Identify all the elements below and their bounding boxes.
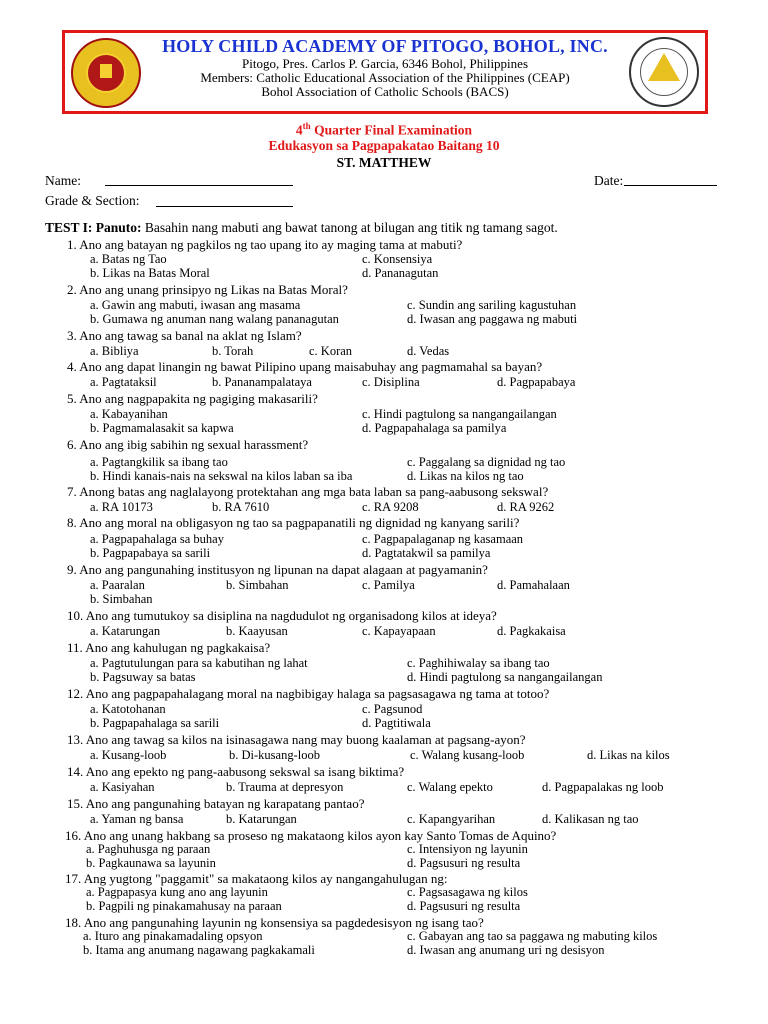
grade-section-label: Grade & Section: bbox=[45, 193, 140, 208]
question-text: 4. Ano ang dapat linangin ng bawat Pilipino upang maisabuhay ang pagmamahal sa bayan? bbox=[67, 359, 543, 374]
answer-option[interactable]: b. RA 7610 bbox=[212, 500, 270, 514]
school-association: Bohol Association of Catholic Schools (BACS) bbox=[261, 84, 509, 99]
answer-option[interactable]: b. Gumawa ng anuman nang walang pananagutan bbox=[90, 312, 339, 326]
answer-option[interactable]: d. Pananagutan bbox=[362, 266, 439, 280]
answer-option[interactable]: d. Pagpapahalaga sa pamilya bbox=[362, 421, 507, 435]
answer-option[interactable]: d. Pamahalaan bbox=[497, 578, 570, 592]
answer-option[interactable]: c. Paghihiwalay sa ibang tao bbox=[407, 656, 550, 670]
question-text: 17. Ang yugtong "paggamit" sa makataong kilos ay nangangahulugan ng: bbox=[65, 871, 448, 886]
school-address: Pitogo, Pres. Carlos P. Garcia, 6346 Bohol, Philippines bbox=[242, 56, 528, 71]
question-text: 13. Ano ang tawag sa kilos na isinasagawa nang may buong kaalaman at pagsang-ayon? bbox=[67, 732, 526, 747]
answer-option[interactable]: d. RA 9262 bbox=[497, 500, 555, 514]
test-instruction bbox=[45, 220, 558, 236]
answer-option[interactable]: b. Di-kusang-loob bbox=[229, 748, 320, 762]
answer-option[interactable]: d. Iwasan ang anumang uri ng desisyon bbox=[407, 943, 605, 957]
quarter-number: 4 bbox=[295, 122, 303, 138]
question-text: 3. Ano ang tawag sa banal na aklat ng Islam? bbox=[67, 328, 302, 343]
answer-option[interactable]: c. Konsensiya bbox=[362, 252, 433, 266]
answer-option[interactable]: a. Bibliya bbox=[90, 344, 139, 358]
question-text: 5. Ano ang nagpapakita ng pagiging makasarili? bbox=[67, 391, 318, 406]
answer-option[interactable]: a. Kabayanihan bbox=[90, 407, 168, 421]
question-text: 16. Ano ang unang hakbang sa proseso ng makataong kilos ayon kay Santo Tomas de Aquino? bbox=[65, 828, 557, 843]
exam-quarter bbox=[0, 121, 768, 139]
answer-option[interactable]: d. Likas na kilos bbox=[587, 748, 670, 762]
answer-option[interactable]: a. Pagtangkilik sa ibang tao bbox=[90, 455, 228, 469]
answer-option[interactable]: a. Pagtutulungan para sa kabutihan ng lahat bbox=[90, 656, 308, 670]
question-text: 10. Ano ang tumutukoy sa disiplina na nagdudulot ng organisadong kilos at ideya? bbox=[67, 608, 497, 623]
association-seal-icon bbox=[629, 37, 699, 107]
name-field[interactable] bbox=[105, 185, 293, 186]
answer-option[interactable]: d. Pagsusuri ng resulta bbox=[407, 856, 521, 870]
answer-option[interactable]: d. Iwasan ang paggawa ng mabuti bbox=[407, 312, 578, 326]
answer-option[interactable]: a. RA 10173 bbox=[90, 500, 153, 514]
answer-option[interactable]: c. Pamilya bbox=[362, 578, 415, 592]
answer-option[interactable]: b. Pagmamalasakit sa kapwa bbox=[90, 421, 234, 435]
answer-option[interactable]: b. Torah bbox=[212, 344, 254, 358]
question-text: 15. Ano ang pangunahing batayan ng karapatang pantao? bbox=[67, 796, 365, 811]
question-text: 6. Ano ang ibig sabihin ng sexual harassment? bbox=[67, 437, 309, 452]
answer-option[interactable]: c. Intensiyon ng layunin bbox=[407, 842, 528, 856]
answer-option[interactable]: b. Likas na Batas Moral bbox=[90, 266, 210, 280]
answer-option[interactable]: b. Pagsuway sa batas bbox=[90, 670, 196, 684]
answer-option[interactable]: b. Simbahan bbox=[226, 578, 289, 592]
question-text: 12. Ano ang pagpapahalagang moral na nagbibigay halaga sa pagsasagawa ng tama at totoo? bbox=[67, 686, 550, 701]
answer-option[interactable]: d. Pagpapalakas ng loob bbox=[542, 780, 664, 794]
answer-option[interactable]: a. Kasiyahan bbox=[90, 780, 155, 794]
school-name: HOLY CHILD ACADEMY OF PITOGO, BOHOL, INC. bbox=[162, 36, 608, 56]
triangle-emblem-icon bbox=[648, 53, 680, 81]
answer-option[interactable]: b. Hindi kanais-nais na sekswal na kilos laban sa iba bbox=[90, 469, 353, 483]
answer-option[interactable]: a. Paaralan bbox=[90, 578, 145, 592]
answer-option[interactable]: d. Vedas bbox=[407, 344, 450, 358]
question-text: 14. Ano ang epekto ng pang-aabusong sekswal sa isang biktima? bbox=[67, 764, 405, 779]
question-text: 18. Ano ang pangunahing layunin ng konsensiya sa pagdedesisyon ng isang tao? bbox=[65, 915, 484, 930]
answer-option[interactable]: c. Pagpapalaganap ng kasamaan bbox=[362, 532, 524, 546]
answer-option[interactable]: d. Likas na kilos ng tao bbox=[407, 469, 524, 483]
exam-subject: Edukasyon sa Pagpapakatao Baitang 10 bbox=[268, 138, 500, 153]
answer-option[interactable]: c. Gabayan ang tao sa paggawa ng mabuting kilos bbox=[407, 929, 658, 943]
test-label: TEST I: Panuto: bbox=[45, 220, 142, 235]
answer-option[interactable]: d. Kalikasan ng tao bbox=[542, 812, 639, 826]
answer-option[interactable]: b. Simbahan bbox=[90, 592, 153, 606]
exam-section: ST. MATTHEW bbox=[336, 155, 432, 170]
answer-option[interactable]: a. Yaman ng bansa bbox=[90, 812, 184, 826]
name-label: Name: bbox=[45, 173, 81, 188]
question-text: 1. Ano ang batayan ng pagkilos ng tao upang ito ay maging tama at mabuti? bbox=[67, 237, 463, 252]
grade-section-field[interactable] bbox=[156, 206, 293, 207]
question-text: 8. Ano ang moral na obligasyon ng tao sa pagpapanatili ng dignidad ng kanyang sarili? bbox=[67, 515, 520, 530]
answer-option[interactable]: c. Kapayapaan bbox=[362, 624, 436, 638]
answer-option[interactable]: a. Gawin ang mabuti, iwasan ang masama bbox=[90, 298, 301, 312]
answer-option[interactable]: a. Pagpapasya kung ano ang layunin bbox=[86, 885, 268, 899]
question-text: 11. Ano ang kahulugan ng pagkakaisa? bbox=[67, 640, 271, 655]
answer-option[interactable]: a. Batas ng Tao bbox=[90, 252, 167, 266]
answer-option[interactable]: c. Disiplina bbox=[362, 375, 420, 389]
answer-option[interactable]: d. Pagsusuri ng resulta bbox=[407, 899, 521, 913]
answer-option[interactable]: d. Pagtatakwil sa pamilya bbox=[362, 546, 491, 560]
answer-option[interactable]: a. Katotohanan bbox=[90, 702, 166, 716]
answer-option[interactable]: b. Pananampalataya bbox=[212, 375, 312, 389]
school-members: Members: Catholic Educational Association of the Philippines (CEAP) bbox=[200, 70, 570, 85]
answer-option[interactable]: a. Pagtataksil bbox=[90, 375, 157, 389]
answer-option[interactable]: d. Hindi pagtulong sa nangangailangan bbox=[407, 670, 603, 684]
answer-option[interactable]: c. Pagsunod bbox=[362, 702, 423, 716]
date-field[interactable] bbox=[624, 185, 717, 186]
answer-option[interactable]: c. Pagsasagawa ng kilos bbox=[407, 885, 528, 899]
answer-option[interactable]: d. Pagkakaisa bbox=[497, 624, 566, 638]
answer-option[interactable]: a. Katarungan bbox=[90, 624, 161, 638]
question-text: 9. Ano ang pangunahing institusyon ng lipunan na dapat alagaan at pagyamanin? bbox=[67, 562, 488, 577]
answer-option[interactable]: b. Pagpili ng pinakamahusay na paraan bbox=[86, 899, 282, 913]
answer-option[interactable]: d. Pagpapabaya bbox=[497, 375, 576, 389]
answer-option[interactable]: b. Pagpapahalaga sa sarili bbox=[90, 716, 220, 730]
answer-option[interactable]: c. Walang epekto bbox=[407, 780, 493, 794]
answer-option[interactable]: a. Paghuhusga ng paraan bbox=[86, 842, 211, 856]
answer-option[interactable]: a. Kusang-loob bbox=[90, 748, 167, 762]
answer-option[interactable]: c. Kapangyarihan bbox=[407, 812, 496, 826]
answer-option[interactable]: c. Paggalang sa dignidad ng tao bbox=[407, 455, 566, 469]
question-text: 7. Anong batas ang naglalayong protektahan ang mga bata laban sa pang-aabusong sekswal? bbox=[67, 484, 549, 499]
answer-option[interactable]: b. Kaayusan bbox=[226, 624, 288, 638]
answer-option[interactable]: c. Sundin ang sariling kagustuhan bbox=[407, 298, 577, 312]
answer-option[interactable]: a. Ituro ang pinakamadaling opsyon bbox=[83, 929, 263, 943]
quarter-title: Quarter Final Examination bbox=[310, 122, 473, 138]
answer-option[interactable]: c. Koran bbox=[309, 344, 353, 358]
test-instruction-text: Basahin nang mabuti ang bawat tanong at bilugan ang titik ng tamang sagot. bbox=[141, 220, 558, 235]
answer-option[interactable]: b. Trauma at depresyon bbox=[226, 780, 344, 794]
answer-option[interactable]: d. Pagtitiwala bbox=[362, 716, 431, 730]
answer-option[interactable]: b. Katarungan bbox=[226, 812, 297, 826]
question-text: 2. Ano ang unang prinsipyo ng Likas na Batas Moral? bbox=[67, 282, 348, 297]
school-header bbox=[62, 30, 708, 114]
answer-option[interactable]: b. Pagpapabaya sa sarili bbox=[90, 546, 211, 560]
answer-option[interactable]: c. RA 9208 bbox=[362, 500, 419, 514]
answer-option[interactable]: b. Pagkaunawa sa layunin bbox=[86, 856, 216, 870]
date-label: Date: bbox=[594, 173, 624, 188]
answer-option[interactable]: c. Walang kusang-loob bbox=[410, 748, 525, 762]
answer-option[interactable]: c. Hindi pagtulong sa nangangailangan bbox=[362, 407, 557, 421]
answer-option[interactable]: b. Itama ang anumang nagawang pagkakamali bbox=[83, 943, 315, 957]
answer-option[interactable]: a. Pagpapahalaga sa buhay bbox=[90, 532, 224, 546]
quarter-suffix: th bbox=[302, 121, 311, 131]
